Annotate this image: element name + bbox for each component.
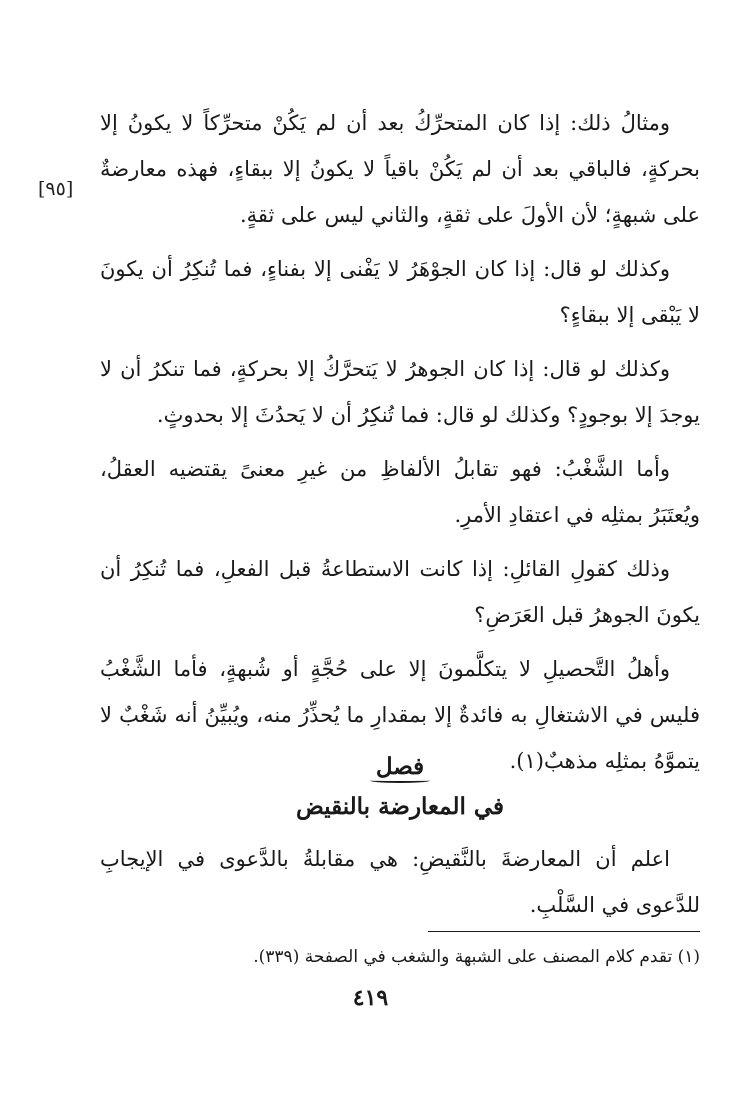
section-text	[100, 836, 700, 928]
paragraph-tahsil: وأهلُ التَّحصيلِ لا يتكلَّمونَ إلا على حُجَّةٍ أو شُبهةٍ، فأما الشَّغْبُ فليس في الاشتغالِ به فائدةٌ إلا بمقدارِ ما يُحذِّرُ منه، ويُبيِّنُ أنه شَغْبٌ لا يتموَّهُ بمثلِه مذهبٌ(١).	[100, 657, 700, 773]
paragraph-istitaa: وذلك كقولِ القائلِ: إذا كانت الاستطاعةُ قبل الفعلِ، فما تُنكِرُ أن يكونَ الجوهرُ قبل العَرَضِ؟	[100, 557, 700, 627]
footnote-divider	[428, 931, 700, 932]
section-header	[100, 752, 700, 825]
main-text	[100, 100, 700, 784]
page-number: ٤١٩	[352, 985, 389, 1011]
section-title: في المعارضة بالنقيض	[295, 793, 505, 820]
paragraph-fana: وكذلك لو قال: إذا كان الجوْهَرُ لا يَفْنى إلا بفناءٍ، فما تُنكِرُ أن يكونَ لا يَبْقى إلا ببقاءٍ؟	[100, 257, 700, 327]
paragraph-naqid: اعلم أن المعارضةَ بالنَّقيضِ: هي مقابلةُ بالدَّعوى في الإيجابِ للدَّعوى في السَّلْبِ.	[100, 847, 700, 917]
section-label: فصل	[375, 753, 425, 780]
paragraph-example: ومثالُ ذلك: إذا كان المتحرِّكُ بعد أن لم يَكُنْ متحرِّكاً لا يكونُ إلا بحركةٍ، فالباقي بعد أن لم يَكُنْ باقياً لا يكونُ إلا ببقاءٍ، فهذه معارضةٌ على شبهةٍ؛ لأن الأولَ على ثقةٍ، والثاني ليس على ثقةٍ.	[100, 111, 700, 227]
margin-page-reference: [٩٥]	[38, 178, 74, 200]
paragraph-haraka: وكذلك لو قال: إذا كان الجوهرُ لا يَتحرَّكُ إلا بحركةٍ، فما تنكرُ أن لا يوجدَ إلا بوجودٍ؟ وكذلك لو قال: فما تُنكِرُ أن لا يَحدُثَ إلا بحدوثٍ.	[100, 357, 700, 427]
paragraph-shaghb-definition: وأما الشَّغْبُ: فهو تقابلُ الألفاظِ من غيرِ معنىً يقتضيه العقلُ، ويُعتَبَرُ بمثلِه في اعتقادِ الأمرِ.	[100, 457, 700, 527]
footnote: (١) تقدم كلام المصنف على الشبهة والشغب في الصفحة (٣٣٩).	[253, 947, 700, 967]
